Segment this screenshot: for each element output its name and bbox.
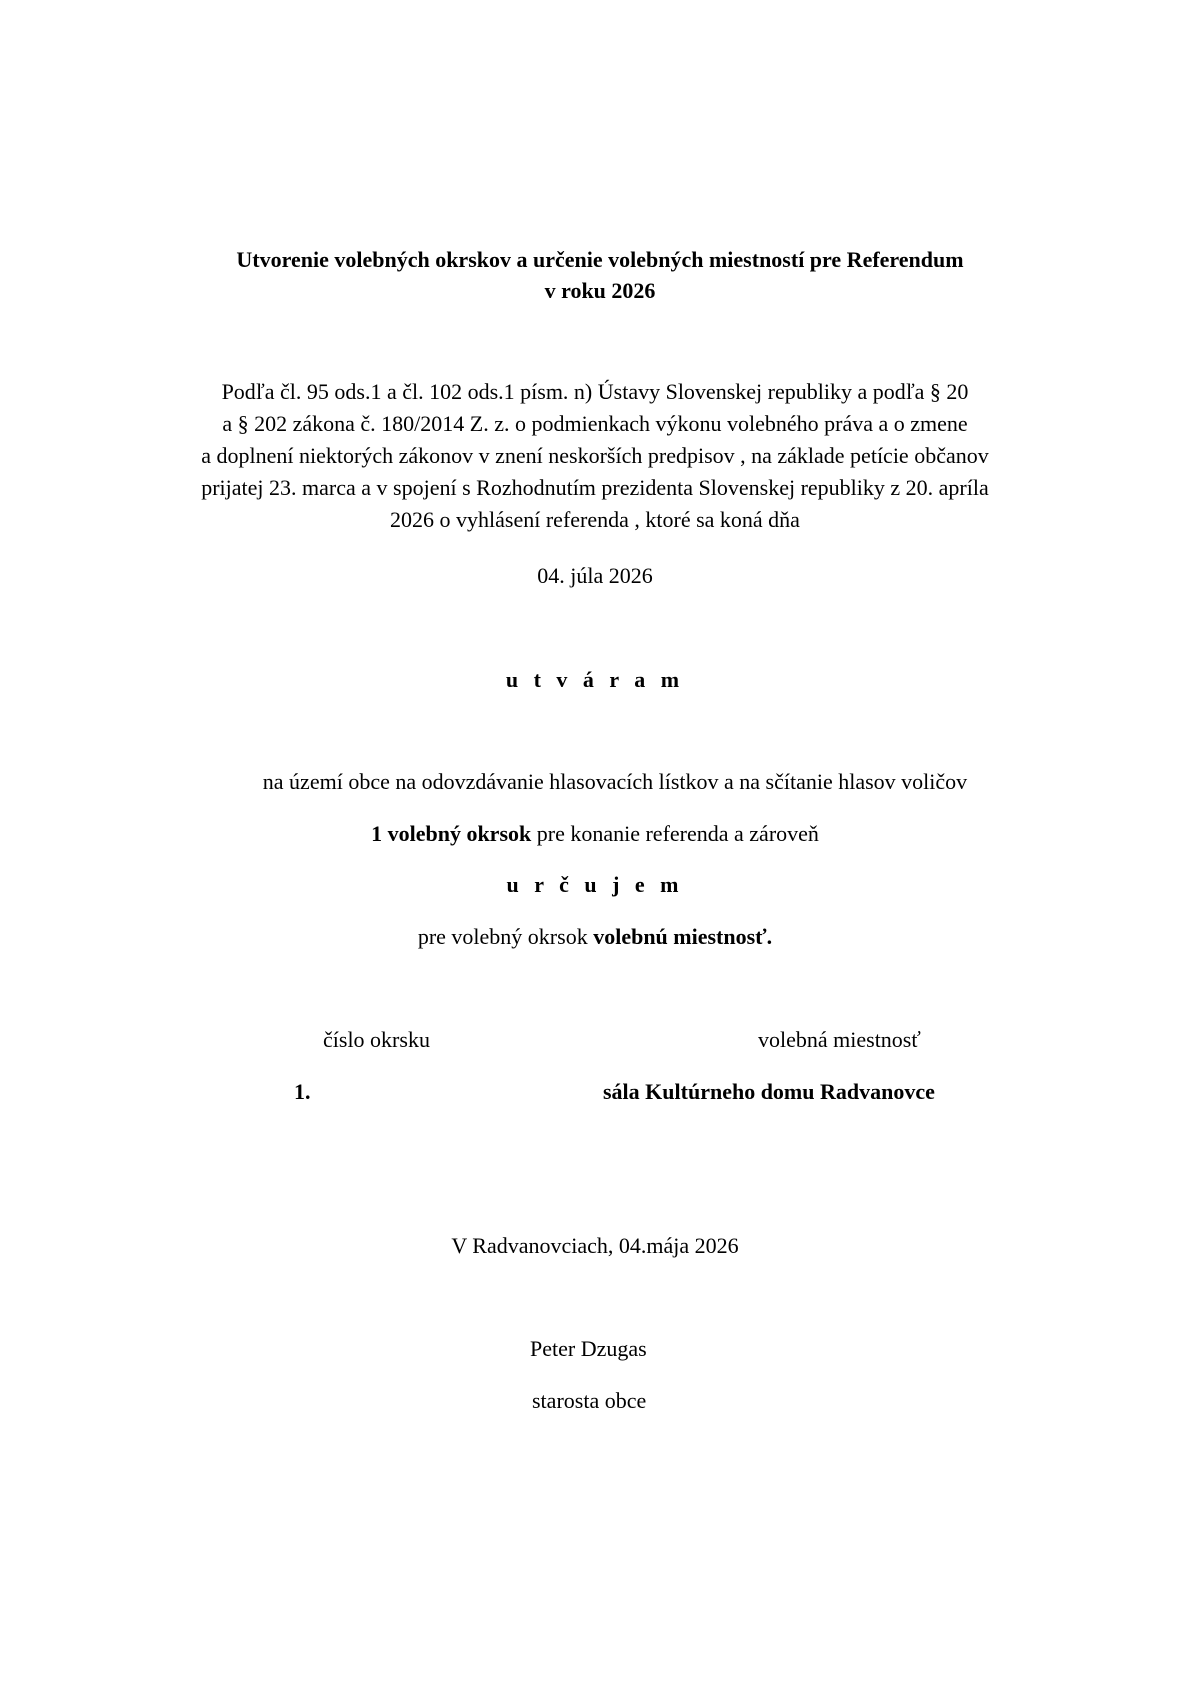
district-number: 1. [294,1079,311,1104]
table-header-room: volebná miestnosť [758,1027,921,1052]
document-title [150,244,1050,306]
intro-paragraph [130,376,1060,536]
polling-room: sála Kultúrneho domu Radvanovce [603,1079,935,1104]
room-assignment-line [0,922,1190,952]
urcujem-heading: u r č u j e m [506,872,684,897]
title-line-1: Utvorenie volebných okrskov a určenie volebných miestností pre Referendum [236,247,964,272]
intro-line: 2026 o vyhlásení referenda , ktoré sa koná dňa [390,507,800,532]
signatory-role: starosta obce [532,1388,647,1413]
place-and-date: V Radvanovciach, 04.mája 2026 [451,1233,739,1258]
intro-line: prijatej 23. marca a v spojení s Rozhodnutím prezidenta Slovenskej republiky z 20. apríla [201,475,989,500]
table-header-number: číslo okrsku [323,1027,430,1052]
room-text-plain: pre volebný okrsok [417,924,594,949]
room-text-bold: volebnú miestnosť. [593,924,773,949]
district-count-bold: 1 volebný okrsok [371,821,532,846]
utvaram-heading: u t v á r a m [505,667,685,692]
title-line-2: v roku 2026 [544,278,656,303]
district-count-line [0,819,1190,849]
intro-line: a § 202 zákona č. 180/2014 Z. z. o podmienkach výkonu volebného práva a o zmene [222,411,968,436]
referendum-date: 04. júla 2026 [537,563,653,588]
signatory-name: Peter Dzugas [530,1336,647,1361]
district-count-rest: pre konanie referenda a zároveň [531,821,819,846]
territory-text: na území obce na odovzdávanie hlasovacích lístkov a na sčítanie hlasov voličov [262,769,968,794]
intro-line: a doplnení niektorých zákonov v znení neskorších predpisov , na základe petície občanov [201,443,989,468]
intro-line: Podľa čl. 95 ods.1 a čl. 102 ods.1 písm. n) Ústavy Slovenskej republiky a podľa § 20 [221,379,969,404]
